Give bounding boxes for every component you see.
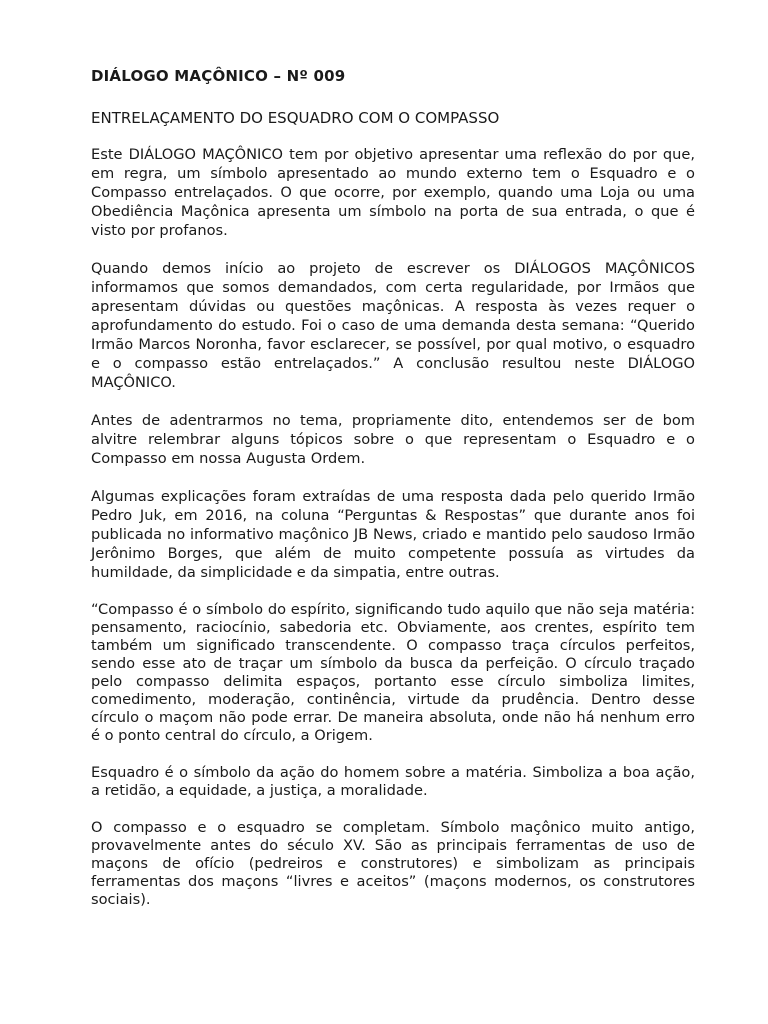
document-page: [91, 66, 695, 928]
paragraph-sources: Algumas explicações foram extraídas de uma resposta dada pelo querido Irmão Pedro Juk, em 2016, na coluna “Perguntas & Respostas” que durante anos foi publicada no informativo maçônico JB News, criado e mantido pelo saudoso Irmão Jerônimo Borges, que além de muito competente possuía as virtudes da humildade, da simplicidade e da simpatia, entre outras.: [91, 488, 695, 581]
paragraph-project: Quando demos início ao projeto de escrever os DIÁLOGOS MAÇÔNICOS informamos que somos demandados, com certa regularidade, por Irmãos que apresentam dúvidas ou questões maçônicas. A resposta às vezes requer o aprofundamento do estudo. Foi o caso de uma demanda desta semana: “Querido Irmão Marcos Noronha, favor esclarecer, se possível, por qual motivo, o esquadro e o compasso estão entrelaçados.” A conclusão resultou neste DIÁLOGO MAÇÔNICO.: [91, 260, 695, 391]
paragraph-complement: O compasso e o esquadro se completam. Símbolo maçônico muito antigo, provavelmente antes do século XV. São as principais ferramentas de uso de maçons de ofício (pedreiros e construtores) e simbolizam as principais ferramentas dos maçons “livres e aceitos” (maçons modernos, os construtores sociais).: [91, 819, 695, 908]
document-subtitle: ENTRELAÇAMENTO DO ESQUADRO COM O COMPASSO: [91, 109, 500, 127]
paragraph-compasso: “Compasso é o símbolo do espírito, significando tudo aquilo que não seja matéria: pensamento, raciocínio, sabedoria etc. Obviamente, aos crentes, espírito tem também um significado transcendente. O compasso traça círculos perfeitos, sendo esse ato de traçar um símbolo da busca da perfeição. O círculo traçado pelo compasso delimita espaços, portanto esse círculo simboliza limites, comedimento, moderação, continência, virtude da prudência. Dentro desse círculo o maçom não pode errar. De maneira absoluta, onde não há nenhum erro é o ponto central do círculo, a Origem.: [91, 601, 695, 744]
paragraph-topics: Antes de adentrarmos no tema, propriamente dito, entendemos ser de bom alvitre relembrar alguns tópicos sobre o que representam o Esquadro e o Compasso em nossa Augusta Ordem.: [91, 412, 695, 467]
paragraph-esquadro: Esquadro é o símbolo da ação do homem sobre a matéria. Simboliza a boa ação, a retidão, a equidade, a justiça, a moralidade.: [91, 764, 695, 799]
document-title: DIÁLOGO MAÇÔNICO – Nº 009: [91, 67, 346, 85]
paragraph-intro: Este DIÁLOGO MAÇÔNICO tem por objetivo apresentar uma reflexão do por que, em regra, um símbolo apresentado ao mundo externo tem o Esquadro e o Compasso entrelaçados. O que ocorre, por exemplo, quando uma Loja ou uma Obediência Maçônica apresenta um símbolo na porta de sua entrada, o que é visto por profanos.: [91, 146, 695, 239]
